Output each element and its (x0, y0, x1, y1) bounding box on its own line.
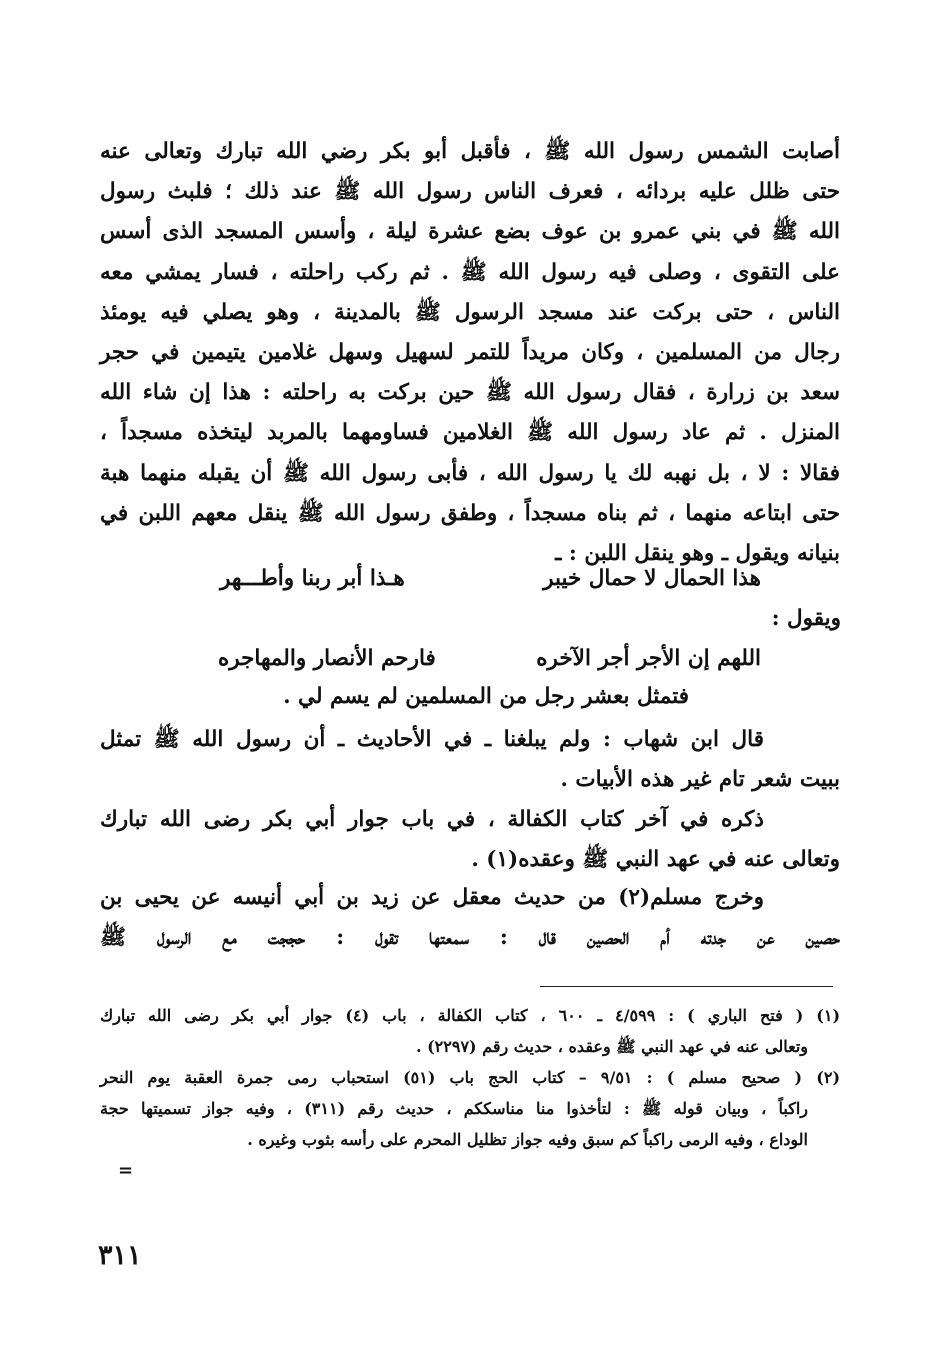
tamaththal-line: فتمثل بعشر رجل من المسلمين لم يسم لي . (283, 684, 689, 709)
footnote-divider (540, 986, 833, 987)
continuation-mark: = (118, 1160, 134, 1181)
text-line: قال ابن شهاب : ولم يبلغنا ـ في الأحاديث ـ أن رسول الله ﷺ تمثل (100, 727, 764, 752)
text-line: حصين عن جدته أم الحصين قال : سمعتها تقول : حججت مع الرسول ﷺ (100, 925, 840, 950)
footnotes (100, 1000, 840, 1155)
text-line: سعد بن زرارة ، فقال رسول الله ﷺ حين بركت به راحلته : هذا إن شاء الله (100, 380, 840, 406)
text-line: على التقوى ، وصلى فيه رسول الله ﷺ . ثم ركب راحلته ، فسار يمشي معه (100, 259, 840, 285)
main-paragraph (100, 132, 840, 574)
text-line: أصابت الشمس رسول الله ﷺ ، فأقبل أبو بكر رضي الله تبارك وتعالى عنه (100, 139, 840, 164)
text-line: رجال من المسلمين ، وكان مريداً للتمر لسهيل وسهل غلامين يتيمين في حجر (100, 340, 840, 366)
paragraph-kafala (100, 800, 840, 880)
text-line: وخرج مسلم(٢) من حديث معقل عن زيد بن أبي أنيسه عن يحيى بن (100, 885, 764, 910)
verse1-hemistich-left: هـذا أبر ربنا وأطـــهر (220, 566, 405, 591)
yaqul-line: ويقول : (771, 606, 841, 631)
text-line: حتى ظلل عليه بردائه ، فعرف الناس رسول الله ﷺ عند ذلك ؛ فلبث رسول (100, 179, 840, 205)
paragraph-muslim (100, 878, 840, 958)
text-line: الناس ، حتى بركت عند مسجد الرسول ﷺ بالمدينة ، وهو يصلي فيه يومئذ (100, 299, 840, 325)
verse2-hemistich-right: اللهم إن الأجر أجر الآخره (536, 646, 761, 671)
text-line: بنيانه ويقول ـ وهو ينقل اللبن : ـ (555, 541, 840, 567)
text-line: المنزل . ثم عاد رسول الله ﷺ الغلامين فساومهما بالمربد ليتخذه مسجداً ، (100, 420, 840, 446)
footnote-line: (١) ( فتح الباري ) : ٤/٥٩٩ ـ ٦٠٠ ، كتاب الكفالة ، باب (٤) جوار أبي بكر رضى الله تبارك (100, 1006, 841, 1025)
verse1-hemistich-right: هذا الحمال لا حمال خيبر (543, 566, 761, 591)
verse2-hemistich-left: فارحم الأنصار والمهاجره (218, 646, 436, 671)
text-line: فقالا : لا ، بل نهبه لك يا رسول الله ، فأبى رسول الله ﷺ أن يقبله منهما هبة (100, 460, 840, 486)
footnote-line: راكباً ، وبيان قوله ﷺ : لتأخذوا منا مناسككم ، حديث رقم (٣١١) ، وفيه جواز تسميتها حجة (100, 1099, 808, 1118)
footnote-line: (٢) ( صحيح مسلم ) : ٩/٥١ – كتاب الحج باب (٥١) استحباب رمى جمرة العقبة يوم النحر (100, 1068, 841, 1087)
text-line: الله ﷺ في بني عمرو بن عوف بضع عشرة ليلة ، وأسس المسجد الذى أسس (100, 219, 840, 245)
page-number: ٣١١ (98, 1240, 142, 1271)
text-line: ذكره في آخر كتاب الكفالة ، في باب جوار أبي بكر رضى الله تبارك (100, 807, 764, 832)
footnote-line: وتعالى عنه في عهد النبي ﷺ وعقده ، حديث رقم (٢٢٩٧) . (415, 1037, 808, 1056)
text-line: حتى ابتاعه منهما ، ثم بناه مسجداً ، وطفق رسول الله ﷺ ينقل معهم اللبن في (100, 500, 840, 526)
text-line: وتعالى عنه في عهد النبي ﷺ وعقده(١) . (471, 847, 840, 872)
paragraph-ibn-shihab (100, 720, 840, 800)
footnote-line: الوداع ، وفيه الرمى راكباً كم سبق وفيه جواز تظليل المحرم على رأسه بثوب وغيره . (247, 1130, 808, 1149)
text-line: ببيت شعر تام غير هذه الأبيات . (560, 767, 840, 792)
